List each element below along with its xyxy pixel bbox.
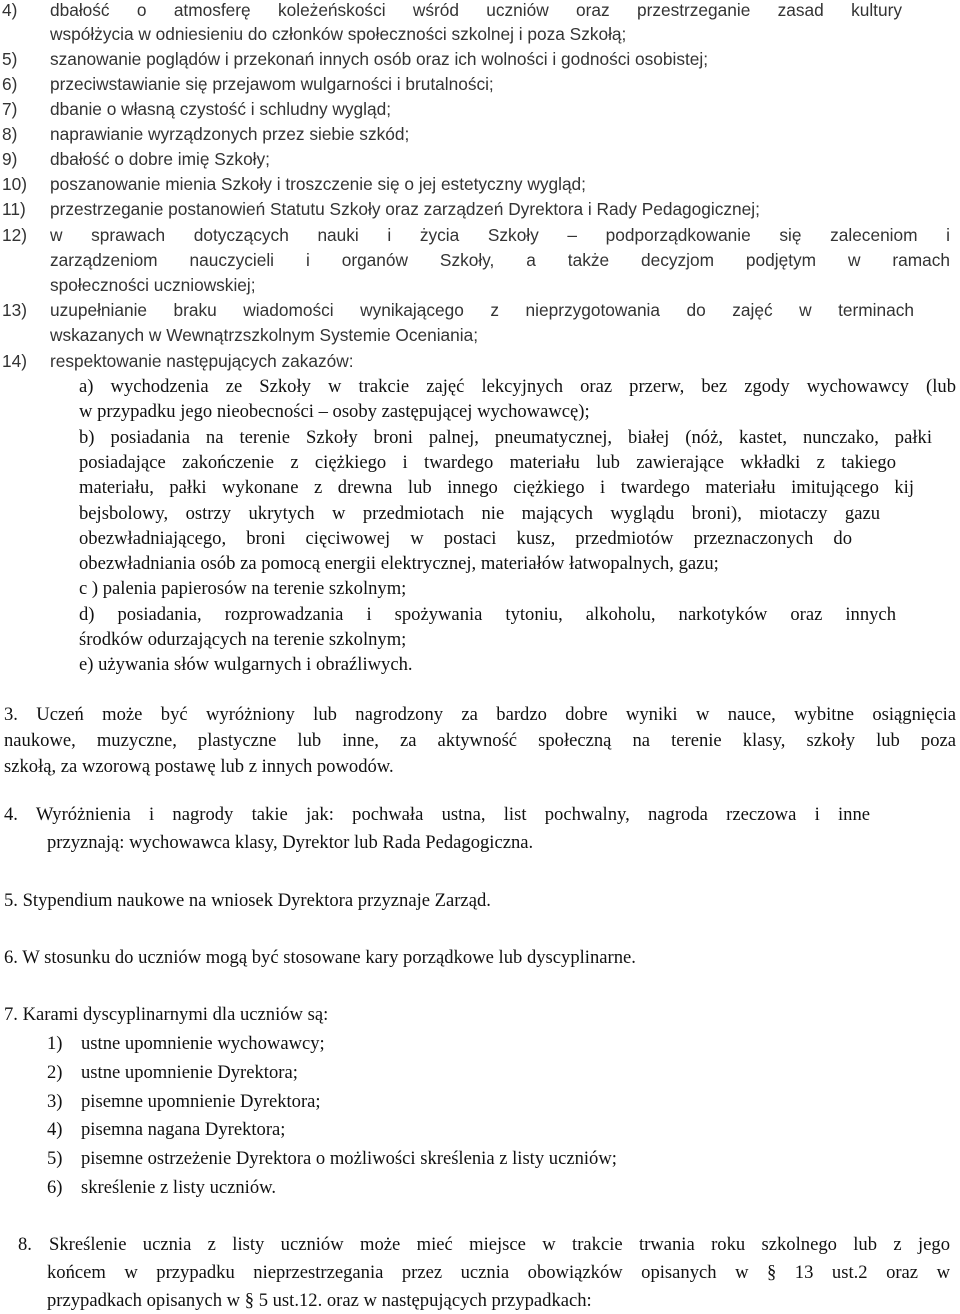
paragraph-line: 6. W stosunku do uczniów mogą być stosowane kary porządkowe lub dyscyplinarne. (4, 947, 636, 968)
list-item-number: 6) (2, 74, 18, 94)
paragraph-number: 8. (18, 1234, 32, 1255)
prohibition-item: b) posiadania na terenie Szkoły broni palnej, pneumatycznej, białej (nóż, kastet, nunczako, pałki (79, 427, 932, 448)
list-item-text: szanowanie poglądów i przekonań innych osób oraz ich wolności i godności osobistej; (50, 49, 709, 69)
prohibition-item: obezwładniania osób za pomocą energii elektrycznej, materiałów łatwopalnych, gazu; (79, 553, 719, 574)
prohibition-item: posiadające zakończenie z ciężkiego i twardego materiału lub zawierające wkładki z takiego (79, 452, 896, 473)
list-item-number: 8) (2, 124, 18, 144)
prohibition-item: środków odurzających na terenie szkolnym; (79, 629, 407, 650)
list-item-number: 5) (2, 49, 18, 69)
list-item-text: dbałość o dobre imię Szkoły; (50, 149, 270, 169)
prohibition-item: materiału, pałki wykonane z drewna lub innego ciężkiego i twardego materiału imitującego kij (79, 477, 914, 498)
list-item-number: 11) (2, 199, 26, 219)
list-item-text: poszanowanie mienia Szkoły i troszczenie się o jej estetyczny wygląd; (50, 174, 586, 194)
prohibition-item: bejsbolowy, ostrzy ukrytych w przedmiotach nie mających wyglądu broni), miotaczy gazu (79, 503, 880, 524)
penalty-number: 1) (47, 1033, 63, 1054)
penalty-text: ustne upomnienie wychowawcy; (81, 1033, 325, 1054)
penalty-number: 6) (47, 1177, 63, 1198)
list-item-number: 12) (2, 225, 27, 245)
paragraph-line: 3. Uczeń może być wyróżniony lub nagrodzony za bardzo dobre wyniki w nauce, wybitne osiągnięcia (4, 704, 956, 725)
list-item-text: zarządzeniom nauczycieli i organów Szkoły, a także decyzjom podjętym w ramach (50, 250, 950, 270)
list-item-text: w sprawach dotyczących nauki i życia Szkoły – podporządkowanie się zaleceniom i (50, 225, 950, 245)
list-item-text: dbałość o atmosferę koleżeńskości wśród uczniów oraz przestrzeganie zasad kultury (50, 0, 902, 20)
list-item-text: dbanie o własną czystość i schludny wygląd; (50, 99, 392, 119)
list-item-text: przestrzeganie postanowień Statutu Szkoły oraz zarządzeń Dyrektora i Rady Pedagogicznej; (50, 199, 760, 219)
penalty-text: skreślenie z listy uczniów. (81, 1177, 277, 1198)
paragraph-line: 7. Karami dyscyplinarnymi dla uczniów są: (4, 1004, 329, 1025)
duties-list (0, 0, 960, 380)
paragraph-line: Skreślenie ucznia z listy uczniów może mieć miejsce w trakcie trwania roku szkolnego lub z jego (49, 1234, 950, 1255)
paragraph-7 (0, 1004, 960, 1204)
penalty-number: 5) (47, 1148, 63, 1169)
list-item-number: 4) (2, 0, 18, 20)
list-item-text: naprawianie wyrządzonych przez siebie szkód; (50, 124, 410, 144)
paragraph-line: 5. Stypendium naukowe na wniosek Dyrektora przyznaje Zarząd. (4, 890, 491, 911)
prohibitions-list (0, 376, 960, 676)
prohibition-item: e) używania słów wulgarnych i obraźliwych. (79, 654, 413, 675)
list-item-number: 13) (2, 300, 27, 320)
prohibition-item: c ) palenia papierosów na terenie szkolnym; (79, 578, 407, 599)
prohibition-item: obezwładniającego, broni cięciwowej w postaci kusz, przedmiotów przeznaczonych do (79, 528, 852, 549)
penalty-text: pisemna nagana Dyrektora; (81, 1119, 286, 1140)
paragraph-line: przypadkach opisanych w § 5 ust.12. oraz w następujących przypadkach: (47, 1290, 592, 1311)
penalty-text: pisemne upomnienie Dyrektora; (81, 1091, 321, 1112)
paragraph-4 (0, 804, 960, 856)
list-item-text: respektowanie następujących zakazów: (50, 351, 354, 371)
penalty-text: pisemne ostrzeżenie Dyrektora o możliwości skreślenia z listy uczniów; (81, 1148, 617, 1169)
paragraph-line: szkołą, za wzorową postawę lub z innych powodów. (4, 756, 394, 777)
paragraph-line: naukowe, muzyczne, plastyczne lub inne, za aktywność społeczną na terenie klasy, szkoły lub poza (4, 730, 956, 751)
penalty-number: 4) (47, 1119, 63, 1140)
list-item-text: wskazanych w Wewnątrzszkolnym Systemie Oceniania; (50, 325, 479, 345)
paragraph-line: końcem w przypadku nieprzestrzegania przez ucznia obowiązków opisanych w § 13 ust.2 oraz w (47, 1262, 950, 1283)
list-item-text: uzupełnianie braku wiadomości wynikającego z nieprzygotowania do zajęć w terminach (50, 300, 914, 320)
list-item-text: współżycia w odniesieniu do członków społeczności szkolnej i poza Szkołą; (50, 24, 627, 44)
paragraph-line: przyznają: wychowawca klasy, Dyrektor lub Rada Pedagogiczna. (47, 832, 534, 853)
penalty-number: 2) (47, 1062, 63, 1083)
paragraph-5 (0, 890, 960, 916)
prohibition-item: w przypadku jego nieobecności – osoby zastępującej wychowawcę); (79, 401, 590, 422)
penalty-number: 3) (47, 1091, 63, 1112)
paragraph-8 (0, 1234, 960, 1314)
paragraph-6 (0, 947, 960, 973)
prohibition-item: d) posiadania, rozprowadzania i spożywania tytoniu, alkoholu, narkotyków oraz innych (79, 604, 896, 625)
paragraph-line: 4. Wyróżnienia i nagrody takie jak: pochwała ustna, list pochwalny, nagroda rzeczowa i inne (4, 804, 870, 825)
penalty-text: ustne upomnienie Dyrektora; (81, 1062, 298, 1083)
list-item-number: 7) (2, 99, 18, 119)
list-item-text: społeczności uczniowskiej; (50, 275, 256, 295)
prohibition-item: a) wychodzenia ze Szkoły w trakcie zajęć lekcyjnych oraz przerw, bez zgody wychowawcy (lub (79, 376, 956, 397)
list-item-number: 10) (2, 174, 27, 194)
list-item-number: 14) (2, 351, 27, 371)
list-item-text: przeciwstawianie się przejawom wulgarności i brutalności; (50, 74, 494, 94)
paragraph-3 (0, 704, 960, 784)
list-item-number: 9) (2, 149, 18, 169)
